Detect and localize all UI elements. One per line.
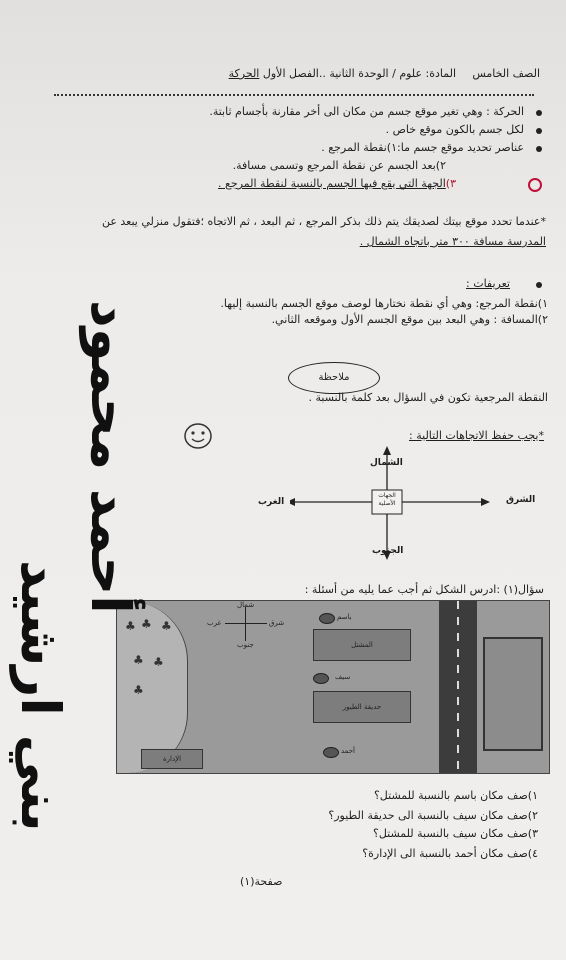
directions-intro: *يجب حفظ الاتجاهات التالية : xyxy=(409,429,544,442)
example-line-1: *عندما تحدد موقع بيتك لصديقك يتم ذلك بذكر المرجع ، ثم البعد ، ثم الاتجاه ؛فتقول منزلي يبعد عن xyxy=(101,215,546,228)
question-item-3: ٣)صف مكان سيف بالنسبة للمشتل؟ xyxy=(372,827,538,840)
direction-north: الشمال xyxy=(370,458,403,468)
tree-icon: ♣ xyxy=(153,655,164,669)
saif-label: سيف xyxy=(335,673,351,681)
bullet-dot xyxy=(536,282,542,288)
admin-label: الإدارة xyxy=(162,755,182,763)
map-compass-north: شمال xyxy=(237,601,255,609)
page-number: صفحة(١) xyxy=(240,875,283,888)
bullet-dot xyxy=(536,110,542,116)
basem-marker xyxy=(319,613,335,624)
road-center-line xyxy=(457,601,459,773)
question-item-2: ٢)صف مكان سيف بالنسبة الى حديقة الطيور؟ xyxy=(328,809,538,822)
element-distance: ٢)بعد الجسم عن نقطة المرجع وتسمى مسافة. xyxy=(232,159,446,172)
ahmad-marker xyxy=(323,747,339,758)
map-compass-south: جنوب xyxy=(237,641,254,649)
nursery-label: المشتل xyxy=(351,641,373,649)
tree-icon: ♣ xyxy=(161,619,172,633)
bullet-dot xyxy=(536,128,542,134)
school-map xyxy=(116,600,550,774)
signature-line-1: أحمد محمود xyxy=(79,300,142,614)
direction-west: الغرب xyxy=(258,497,285,507)
bullet-position: لكل جسم بالكون موقع خاص . xyxy=(385,123,524,136)
red-mark-icon xyxy=(528,178,542,192)
definition-distance: ٢)المسافة : وهي البعد بين موقع الجسم الأول وموقعه الثاني. xyxy=(271,313,548,326)
saif-marker xyxy=(313,673,329,684)
question-title: سؤال(١) :ادرس الشكل ثم أجب عما يليه من أسئلة : xyxy=(304,583,544,596)
signature-line-2: بني ارشيد xyxy=(9,560,72,832)
grade-label: الصف الخامس xyxy=(472,67,540,80)
admin-building xyxy=(141,749,203,769)
definition-reference-point: ١)نقطة المرجع: وهي أي نقطة نختارها لوصف موقع الجسم بالنسبة إليها. xyxy=(220,297,548,310)
element-direction xyxy=(218,176,456,191)
smiley-icon xyxy=(183,422,213,450)
nursery-building xyxy=(313,629,411,661)
example-line-2: المدرسة مسافة ٣٠٠ متر باتجاه الشمال . xyxy=(359,235,546,248)
note-text: النقطة المرجعية تكون في السؤال بعد كلمة بالنسبة . xyxy=(308,391,548,404)
tree-icon: ♣ xyxy=(133,683,144,697)
bullet-motion: الحركة : وهي تغير موقع جسم من مكان الى أخر مقارنة بأجسام ثابتة. xyxy=(209,105,524,118)
map-compass-ew xyxy=(225,623,267,624)
bird-garden xyxy=(313,691,411,723)
element-direction-number: ٣) xyxy=(445,177,456,190)
note-badge-label: ملاحظة xyxy=(318,372,350,383)
subject-lesson: الحركة xyxy=(228,67,260,80)
header-divider xyxy=(54,94,534,96)
bullet-elements: عناصر تحديد موقع جسم ما:١)نقطة المرجع . xyxy=(321,141,524,154)
bullet-dot xyxy=(536,146,542,152)
bird-garden-label: حديقة الطيور xyxy=(342,703,382,711)
definitions-heading: تعريفات : xyxy=(466,277,510,290)
direction-center-label: الجهات الأصلية xyxy=(378,492,396,507)
tree-icon: ♣ xyxy=(133,653,144,667)
subject-text: المادة: علوم / الوحدة الثانية ..الفصل الأول xyxy=(262,67,456,80)
question-item-4: ٤)صف مكان أحمد بالنسبة الى الإدارة؟ xyxy=(362,847,538,860)
subject-label xyxy=(229,66,456,81)
tree-icon: ♣ xyxy=(125,619,136,633)
building-block xyxy=(483,637,543,751)
ahmad-label: أحمد xyxy=(341,747,355,755)
question-item-1: ١)صف مكان باسم بالنسبة للمشتل؟ xyxy=(373,789,538,802)
tree-icon: ♣ xyxy=(141,617,152,631)
direction-east: الشرق xyxy=(506,495,536,505)
map-compass-ns xyxy=(245,607,246,641)
map-compass-west: غرب xyxy=(207,619,222,627)
direction-south: الجنوب xyxy=(372,546,404,556)
basem-label: باسم xyxy=(337,613,352,621)
map-compass-east: شرق xyxy=(269,619,285,627)
element-direction-text: الجهة التي يقع فيها الجسم بالنسبة لنقطة المرجع . xyxy=(218,177,446,190)
